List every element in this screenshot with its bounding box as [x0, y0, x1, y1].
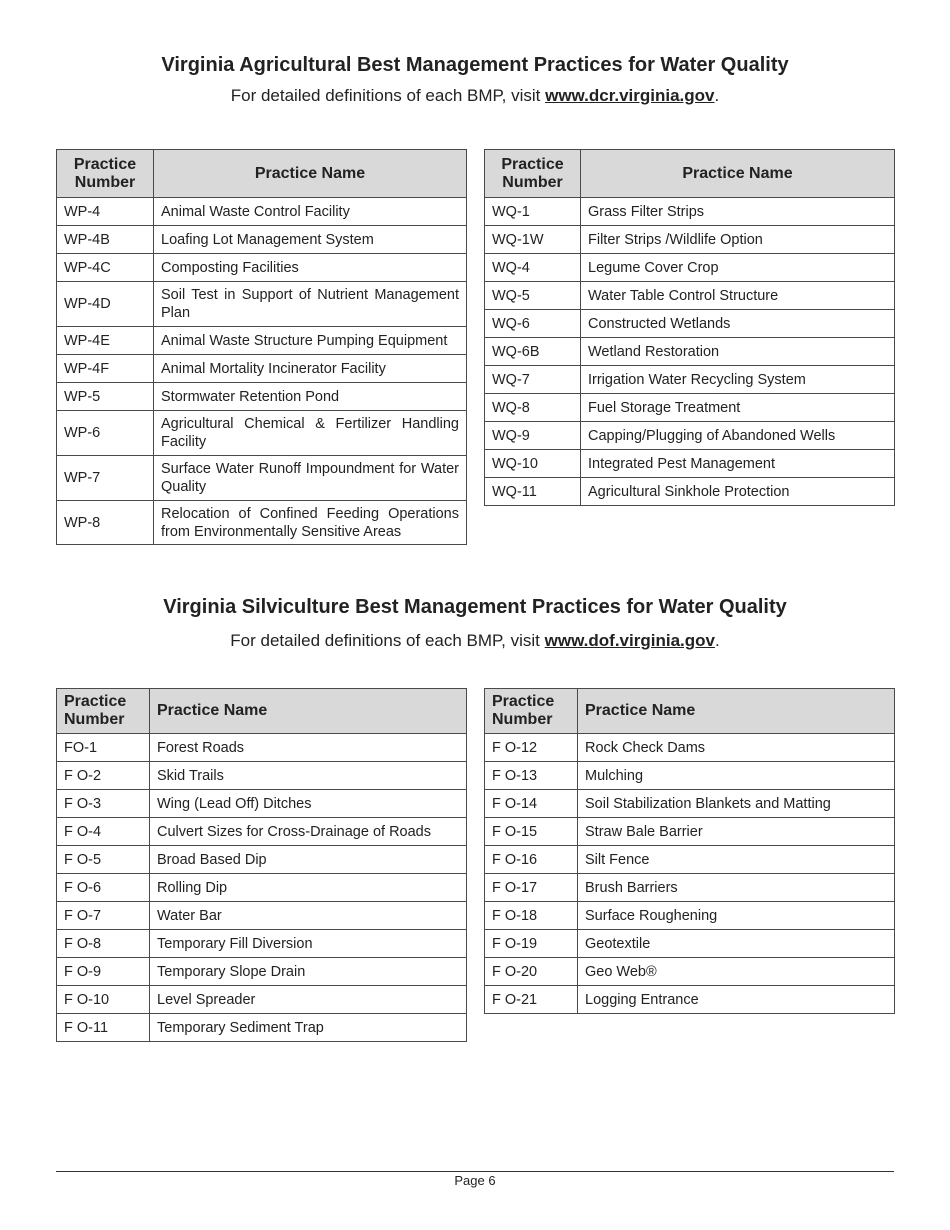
table-row: [485, 846, 895, 874]
practice-name-cell: Straw Bale Barrier: [578, 818, 895, 846]
silviculture-subtitle-text: For detailed definitions of each BMP, visit: [230, 631, 545, 650]
table-row: [57, 226, 467, 254]
practice-name-cell: Forest Roads: [150, 734, 467, 762]
practice-number-cell: F O-16: [485, 846, 578, 874]
practice-number-cell: F O-17: [485, 874, 578, 902]
practice-number-cell: F O-20: [485, 958, 578, 986]
table-row: [485, 422, 895, 450]
practice-number-cell: WP-6: [57, 411, 154, 456]
practice-name-cell: Loafing Lot Management System: [154, 226, 467, 254]
practice-name-cell: Animal Waste Control Facility: [154, 198, 467, 226]
table-row: [57, 818, 467, 846]
practice-number-cell: WP-5: [57, 383, 154, 411]
silviculture-table-right: [484, 688, 895, 1014]
table-row: [57, 986, 467, 1014]
practice-name-cell: Agricultural Sinkhole Protection: [581, 478, 895, 506]
table-row: [57, 902, 467, 930]
column-header-practice-number: Practice Number: [485, 689, 578, 734]
table-row: [485, 338, 895, 366]
practice-name-cell: Level Spreader: [150, 986, 467, 1014]
table-row: [57, 930, 467, 958]
practice-name-cell: Wing (Lead Off) Ditches: [150, 790, 467, 818]
practice-number-cell: F O-6: [57, 874, 150, 902]
practice-number-cell: F O-3: [57, 790, 150, 818]
table-row: [57, 456, 467, 501]
practice-name-cell: Geo Web®: [578, 958, 895, 986]
table-row: [485, 986, 895, 1014]
table-row: [485, 958, 895, 986]
practice-name-cell: Rock Check Dams: [578, 734, 895, 762]
practice-number-cell: WP-4B: [57, 226, 154, 254]
table-row: [485, 366, 895, 394]
practice-number-cell: WQ-10: [485, 450, 581, 478]
practice-name-cell: Brush Barriers: [578, 874, 895, 902]
column-header-practice-name: Practice Name: [154, 150, 467, 198]
table-row: [57, 874, 467, 902]
column-header-practice-number: Practice Number: [57, 689, 150, 734]
practice-name-cell: Skid Trails: [150, 762, 467, 790]
column-header-practice-name: Practice Name: [578, 689, 895, 734]
table-header-row: [485, 150, 895, 198]
table-row: [57, 282, 467, 327]
practice-number-cell: F O-12: [485, 734, 578, 762]
practice-number-cell: WQ-4: [485, 254, 581, 282]
practice-name-cell: Culvert Sizes for Cross-Drainage of Roads: [150, 818, 467, 846]
practice-name-cell: Constructed Wetlands: [581, 310, 895, 338]
practice-number-cell: WQ-7: [485, 366, 581, 394]
silviculture-table-left-body: [57, 734, 467, 1042]
footer-divider: [56, 1171, 894, 1172]
column-header-practice-name: Practice Name: [581, 150, 895, 198]
practice-number-cell: F O-14: [485, 790, 578, 818]
table-row: [485, 790, 895, 818]
table-row: [57, 1014, 467, 1042]
table-row: [57, 355, 467, 383]
dcr-link[interactable]: www.dcr.virginia.gov: [545, 86, 715, 105]
practice-number-cell: WP-4: [57, 198, 154, 226]
table-row: [485, 818, 895, 846]
agricultural-table-left-body: [57, 198, 467, 545]
practice-name-cell: Temporary Sediment Trap: [150, 1014, 467, 1042]
agricultural-subtitle-text: For detailed definitions of each BMP, visit: [230, 86, 546, 105]
column-header-practice-number: Practice Number: [485, 150, 581, 198]
table-row: [57, 501, 467, 545]
table-row: [485, 902, 895, 930]
practice-name-cell: Animal Waste Structure Pumping Equipment: [154, 327, 467, 355]
table-row: [485, 478, 895, 506]
table-row: [485, 282, 895, 310]
practice-name-cell: Animal Mortality Incinerator Facility: [154, 355, 467, 383]
practice-number-cell: FO-1: [57, 734, 150, 762]
practice-number-cell: F O-9: [57, 958, 150, 986]
table-row: [485, 874, 895, 902]
table-row: [57, 734, 467, 762]
table-row: [485, 226, 895, 254]
agricultural-table-right-body: [485, 198, 895, 506]
dof-link[interactable]: www.dof.virginia.gov: [544, 631, 715, 650]
practice-number-cell: F O-13: [485, 762, 578, 790]
table-row: [57, 254, 467, 282]
agricultural-title: Virginia Agricultural Best Management Practices for Water Quality: [161, 54, 789, 76]
practice-number-cell: WQ-6: [485, 310, 581, 338]
practice-number-cell: WQ-6B: [485, 338, 581, 366]
practice-name-cell: Fuel Storage Treatment: [581, 394, 895, 422]
table-row: [485, 734, 895, 762]
table-row: [57, 327, 467, 355]
practice-name-cell: Rolling Dip: [150, 874, 467, 902]
practice-number-cell: WQ-1W: [485, 226, 581, 254]
agricultural-subtitle-period: .: [714, 86, 720, 105]
table-row: [485, 310, 895, 338]
practice-name-cell: Wetland Restoration: [581, 338, 895, 366]
practice-name-cell: Capping/Plugging of Abandoned Wells: [581, 422, 895, 450]
practice-number-cell: F O-19: [485, 930, 578, 958]
silviculture-table-right-body: [485, 734, 895, 1014]
table-row: [485, 762, 895, 790]
agricultural-subtitle: [0, 86, 950, 106]
practice-name-cell: Stormwater Retention Pond: [154, 383, 467, 411]
practice-number-cell: WP-8: [57, 501, 154, 545]
practice-number-cell: F O-2: [57, 762, 150, 790]
silviculture-title: Virginia Silviculture Best Management Practices for Water Quality: [163, 596, 787, 618]
table-row: [57, 198, 467, 226]
practice-number-cell: WP-4D: [57, 282, 154, 327]
practice-name-cell: Temporary Slope Drain: [150, 958, 467, 986]
agricultural-table-left: [56, 149, 467, 545]
practice-number-cell: WQ-5: [485, 282, 581, 310]
practice-number-cell: WP-4E: [57, 327, 154, 355]
practice-name-cell: Water Table Control Structure: [581, 282, 895, 310]
practice-name-cell: Temporary Fill Diversion: [150, 930, 467, 958]
table-row: [485, 254, 895, 282]
practice-number-cell: F O-18: [485, 902, 578, 930]
table-header-row: [57, 689, 467, 734]
practice-number-cell: WP-4F: [57, 355, 154, 383]
practice-name-cell: Filter Strips /Wildlife Option: [581, 226, 895, 254]
practice-name-cell: Soil Test in Support of Nutrient Management Plan: [154, 282, 467, 327]
practice-name-cell: Surface Water Runoff Impoundment for Water Quality: [154, 456, 467, 501]
practice-number-cell: F O-10: [57, 986, 150, 1014]
silviculture-subtitle-period: .: [714, 631, 720, 650]
practice-name-cell: Integrated Pest Management: [581, 450, 895, 478]
practice-name-cell: Composting Facilities: [154, 254, 467, 282]
table-row: [57, 846, 467, 874]
practice-number-cell: F O-21: [485, 986, 578, 1014]
table-header-row: [485, 689, 895, 734]
practice-number-cell: WQ-8: [485, 394, 581, 422]
practice-number-cell: F O-4: [57, 818, 150, 846]
practice-name-cell: Grass Filter Strips: [581, 198, 895, 226]
practice-number-cell: WQ-9: [485, 422, 581, 450]
practice-name-cell: Relocation of Confined Feeding Operations from Environmentally Sensitive Areas: [154, 501, 467, 545]
practice-number-cell: F O-11: [57, 1014, 150, 1042]
practice-name-cell: Geotextile: [578, 930, 895, 958]
practice-number-cell: F O-8: [57, 930, 150, 958]
page-number: Page 6: [454, 1173, 496, 1188]
practice-number-cell: WQ-11: [485, 478, 581, 506]
table-row: [485, 450, 895, 478]
table-row: [485, 394, 895, 422]
practice-number-cell: WP-4C: [57, 254, 154, 282]
practice-name-cell: Silt Fence: [578, 846, 895, 874]
silviculture-table-left: [56, 688, 467, 1042]
table-row: [57, 790, 467, 818]
table-row: [485, 198, 895, 226]
practice-number-cell: F O-7: [57, 902, 150, 930]
table-row: [57, 762, 467, 790]
practice-name-cell: Mulching: [578, 762, 895, 790]
table-row: [485, 930, 895, 958]
practice-name-cell: Irrigation Water Recycling System: [581, 366, 895, 394]
practice-name-cell: Logging Entrance: [578, 986, 895, 1014]
column-header-practice-name: Practice Name: [150, 689, 467, 734]
practice-name-cell: Broad Based Dip: [150, 846, 467, 874]
table-row: [57, 958, 467, 986]
practice-number-cell: WQ-1: [485, 198, 581, 226]
silviculture-subtitle: [0, 631, 950, 651]
practice-number-cell: F O-5: [57, 846, 150, 874]
practice-name-cell: Legume Cover Crop: [581, 254, 895, 282]
practice-number-cell: F O-15: [485, 818, 578, 846]
column-header-practice-number: Practice Number: [57, 150, 154, 198]
practice-name-cell: Soil Stabilization Blankets and Matting: [578, 790, 895, 818]
table-row: [57, 411, 467, 456]
practice-name-cell: Surface Roughening: [578, 902, 895, 930]
practice-number-cell: WP-7: [57, 456, 154, 501]
practice-name-cell: Water Bar: [150, 902, 467, 930]
table-header-row: [57, 150, 467, 198]
table-row: [57, 383, 467, 411]
practice-name-cell: Agricultural Chemical & Fertilizer Handling Facility: [154, 411, 467, 456]
agricultural-table-right: [484, 149, 895, 506]
